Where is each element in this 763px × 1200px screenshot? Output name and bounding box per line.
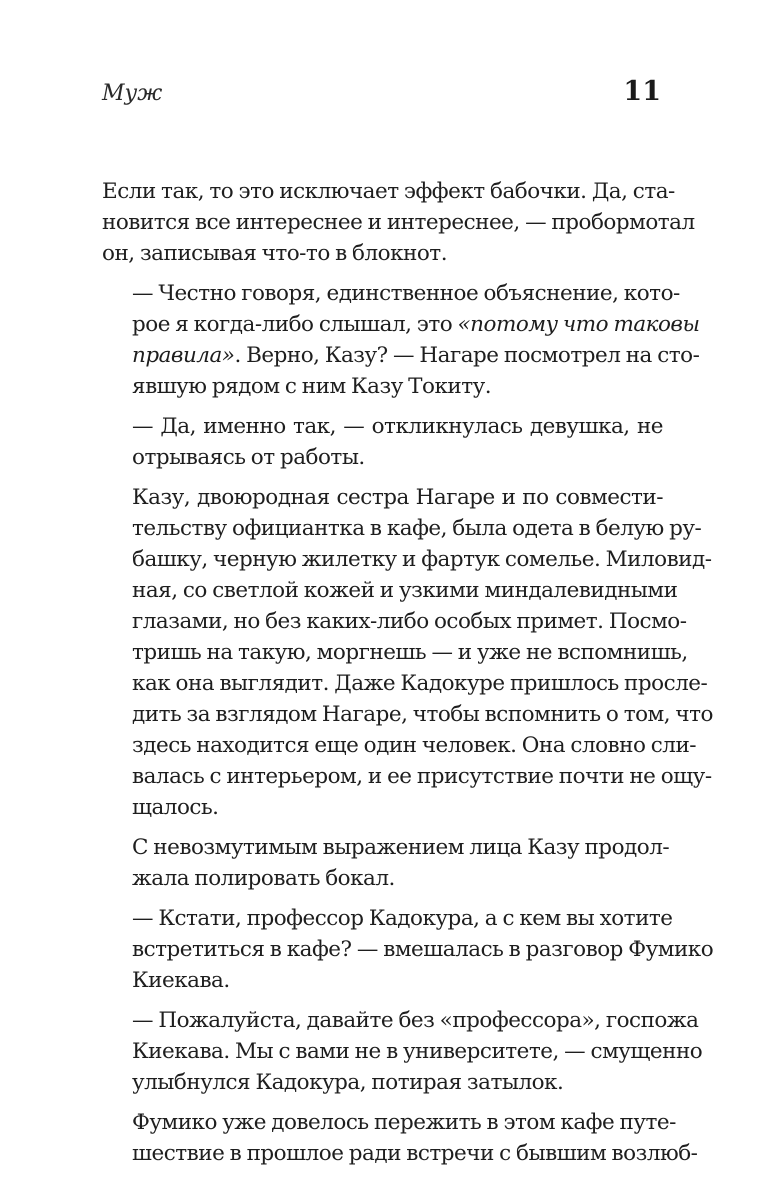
text-line: явшую рядом с ним Казу Токиту. xyxy=(132,374,492,399)
text-line: башку, черную жилетку и фартук сомелье. Миловид- xyxy=(132,547,712,572)
text-line: жала полировать бокал. xyxy=(132,866,395,891)
text-line: здесь находится еще один человек. Она словно сли- xyxy=(132,733,697,758)
text-line: — Кстати, профессор Кадокура, а с кем вы хотите xyxy=(132,906,673,931)
text-line: тельству официантка в кафе, была одета в белую ру- xyxy=(132,516,702,541)
running-head: Муж xyxy=(102,81,163,106)
text-line: отрываясь от работы. xyxy=(132,445,365,470)
body-text xyxy=(102,176,714,1178)
text-fragment: рое я когда-либо слышал, это xyxy=(132,312,458,337)
paragraph xyxy=(102,832,670,894)
text-line: как она выглядит. Даже Кадокуре пришлось просле- xyxy=(132,671,708,696)
text-line: — Честно говоря, единственное объяснение, кото- xyxy=(132,281,680,306)
paragraph xyxy=(102,278,700,402)
text-line: Если так, то это исключает эффект бабочки. Да, ста- xyxy=(102,179,675,204)
text-line: глазами, но без каких-либо особых примет. Посмо- xyxy=(132,609,687,634)
text-line: Киекава. Мы с вами не в университете, — смущенно xyxy=(132,1039,703,1064)
italic-text: правила» xyxy=(132,343,235,368)
paragraph xyxy=(102,903,714,996)
paragraph xyxy=(102,411,663,473)
text-line xyxy=(102,309,700,340)
text-line: — Пожалуйста, давайте без «профессора», госпожа xyxy=(132,1008,699,1033)
paragraph xyxy=(102,1005,703,1098)
page-number: 11 xyxy=(623,76,661,107)
text-line: новится все интереснее и интереснее, — пробормотал xyxy=(102,210,695,235)
paragraph xyxy=(102,176,695,269)
paragraph xyxy=(102,482,713,823)
text-line: встретиться в кафе? — вмешалась в разговор Фумико xyxy=(132,937,714,962)
text-line: улыбнулся Кадокура, потирая затылок. xyxy=(132,1070,564,1095)
paragraph xyxy=(102,1107,698,1169)
text-line: тришь на такую, моргнешь — и уже не вспомнишь, xyxy=(132,640,688,665)
text-line: ная, со светлой кожей и узкими миндалевидными xyxy=(132,578,678,603)
text-line: — Да, именно так, — откликнулась девушка, не xyxy=(132,414,663,439)
text-line: он, записывая что-то в блокнот. xyxy=(102,241,448,266)
text-line: валась с интерьером, и ее присутствие почти не ощу- xyxy=(132,764,712,789)
text-fragment: . Верно, Казу? — Нагаре посмотрел на сто- xyxy=(234,343,700,368)
text-line: С невозмутимым выражением лица Казу продол- xyxy=(132,835,670,860)
text-line: Фумико уже довелось пережить в этом кафе путе- xyxy=(132,1110,676,1135)
text-line: щалось. xyxy=(132,795,219,820)
text-line: шествие в прошлое ради встречи с бывшим возлюб- xyxy=(132,1141,698,1166)
text-line xyxy=(102,340,700,371)
page-header xyxy=(102,76,661,107)
text-line: Казу, двоюродная сестра Нагаре и по совмести- xyxy=(132,485,663,510)
text-line: Киекава. xyxy=(132,968,230,993)
italic-text: «потому что таковы xyxy=(457,312,700,337)
text-line: дить за взглядом Нагаре, чтобы вспомнить о том, что xyxy=(132,702,713,727)
